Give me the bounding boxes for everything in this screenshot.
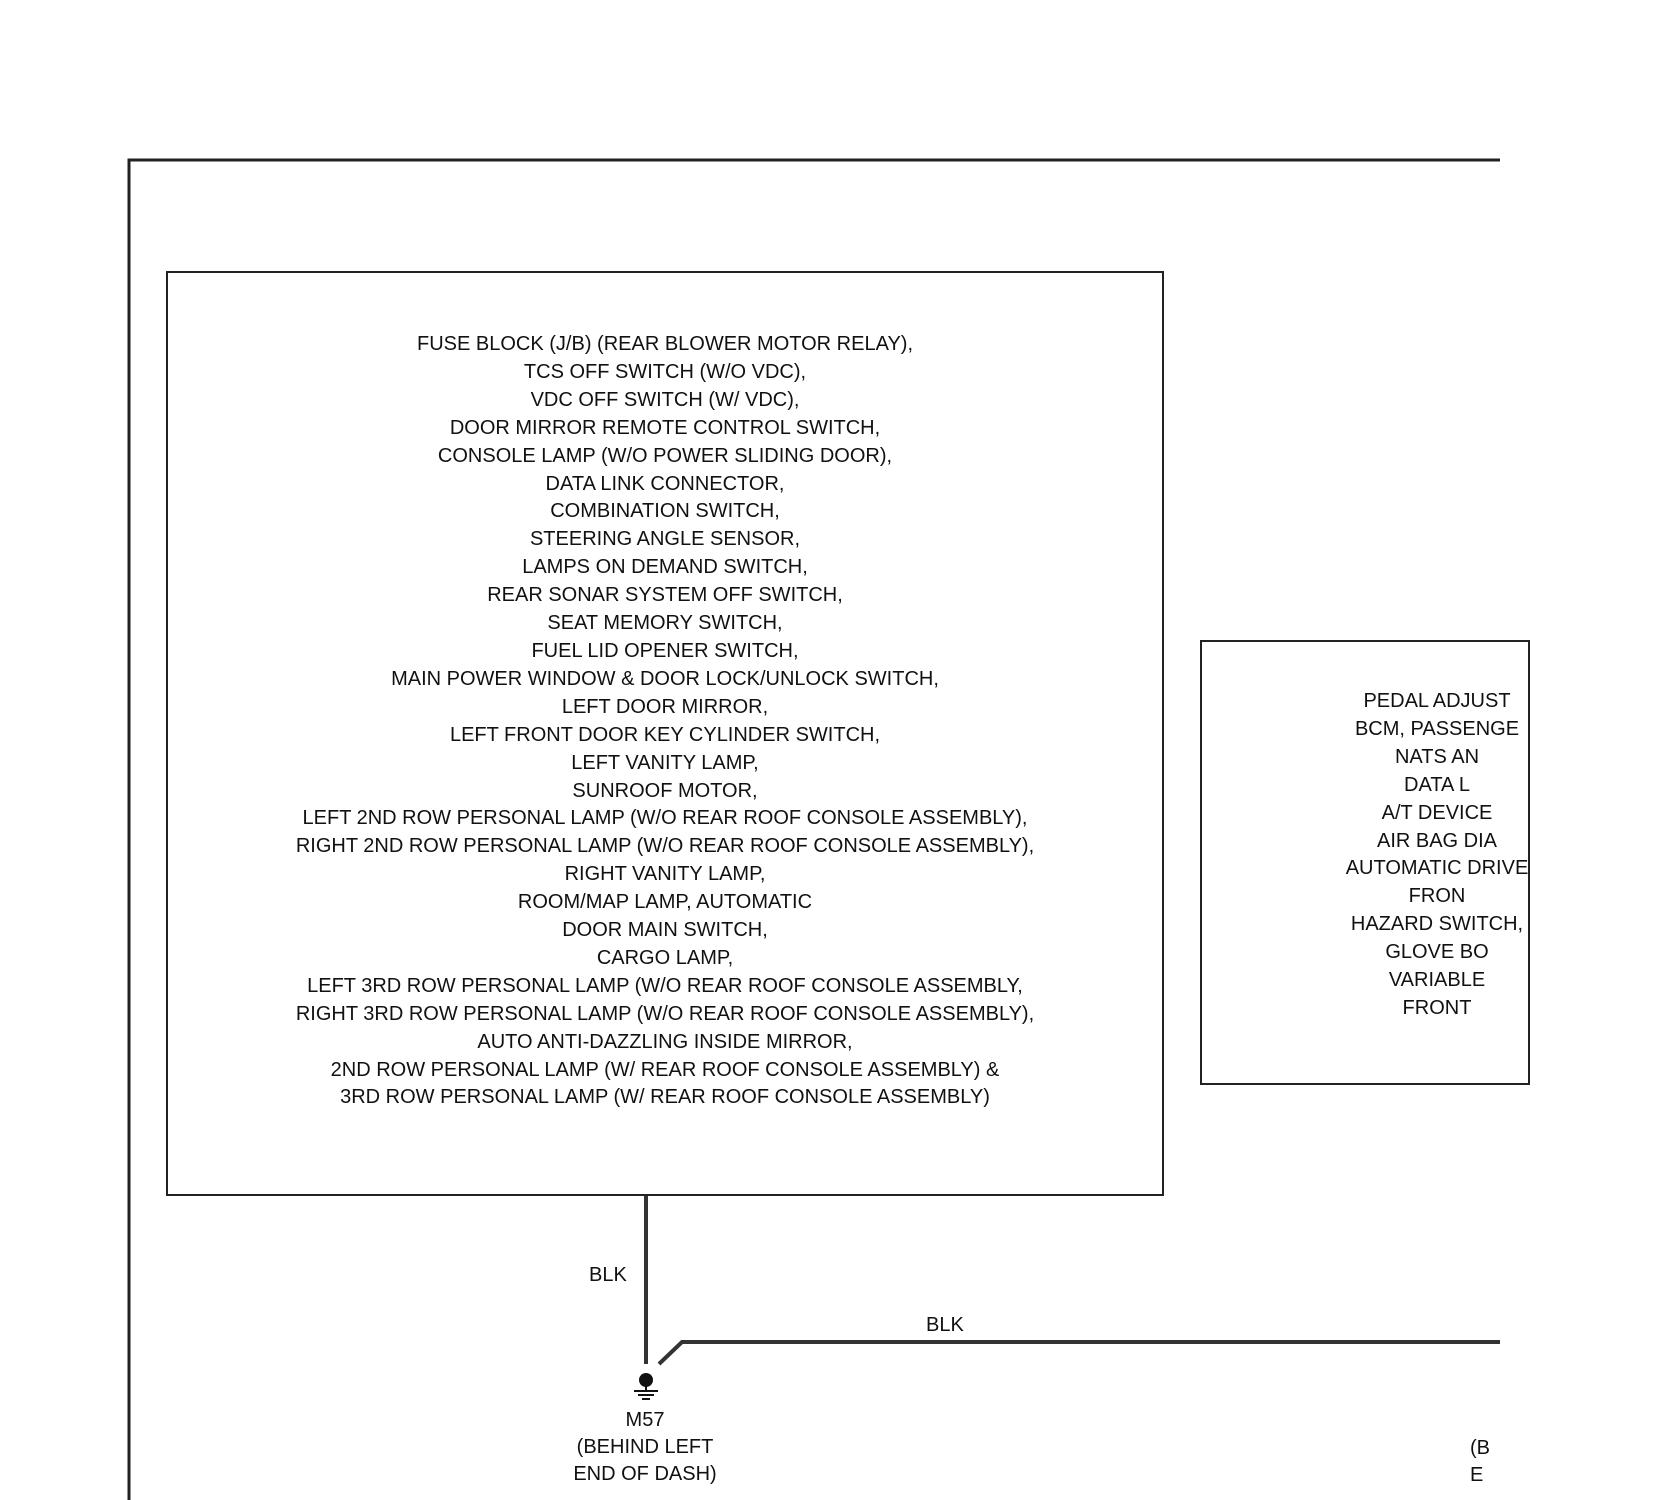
component-item: FUSE BLOCK (J/B) (REAR BLOWER MOTOR RELAY), <box>417 333 913 355</box>
ground-location-line2: E <box>1470 1464 1484 1486</box>
component-item: FRON <box>1408 885 1466 908</box>
component-item: NATS AN <box>1394 745 1480 768</box>
ground-location-line1: (BEHIND LEFT <box>576 1436 714 1458</box>
component-item: LEFT 3RD ROW PERSONAL LAMP (W/O REAR ROOF CONSOLE ASSEMBLY, <box>307 974 1023 997</box>
component-item: DATA LINK CONNECTOR, <box>545 472 785 495</box>
component-item: AIR BAG DIA <box>1376 829 1498 852</box>
component-item: RIGHT 3RD ROW PERSONAL LAMP (W/O REAR ROOF CONSOLE ASSEMBLY), <box>295 1002 1035 1025</box>
component-item: CARGO LAMP, <box>596 946 734 969</box>
component-item: SEAT MEMORY SWITCH, <box>547 612 783 635</box>
component-item: AUTOMATIC DRIVE <box>1345 857 1529 880</box>
component-item: DATA L <box>1404 773 1470 796</box>
component-item: DOOR MAIN SWITCH, <box>562 919 768 942</box>
component-item: LEFT DOOR MIRROR, <box>561 695 769 718</box>
ground-id: M57 <box>625 1409 665 1431</box>
component-item: CONSOLE LAMP (W/O POWER SLIDING DOOR), <box>437 444 893 467</box>
component-item: SUNROOF MOTOR, <box>572 779 758 802</box>
component-item: RIGHT 2ND ROW PERSONAL LAMP (W/O REAR ROOF CONSOLE ASSEMBLY), <box>295 835 1035 858</box>
component-item: LEFT 2ND ROW PERSONAL LAMP (W/O REAR ROOF CONSOLE ASSEMBLY), <box>302 807 1028 830</box>
ground-location-line2: END OF DASH) <box>573 1463 717 1485</box>
component-item: LEFT VANITY LAMP, <box>571 751 759 774</box>
component-list-left <box>168 331 1162 1112</box>
ground-location-line1: (B <box>1470 1437 1490 1459</box>
component-item: TCS OFF SWITCH (W/O VDC), <box>523 360 807 383</box>
ground-symbol <box>634 1373 658 1399</box>
component-item: STEERING ANGLE SENSOR, <box>529 528 801 551</box>
ground-splice-dot <box>639 1373 653 1387</box>
component-box-right <box>1200 640 1530 1085</box>
component-item: MAIN POWER WINDOW & DOOR LOCK/UNLOCK SWITCH, <box>391 667 939 690</box>
component-list-right <box>1202 688 1672 1023</box>
component-item: LEFT FRONT DOOR KEY CYLINDER SWITCH, <box>449 723 881 746</box>
component-item: BCM, PASSENGE <box>1354 717 1520 740</box>
ground-point-m57-label <box>545 1407 745 1488</box>
component-item: AUTO ANTI-DAZZLING INSIDE MIRROR, <box>477 1030 853 1053</box>
component-item: VARIABLE <box>1388 969 1486 992</box>
component-item: VDC OFF SWITCH (W/ VDC), <box>530 388 800 411</box>
component-box-left <box>166 271 1164 1196</box>
component-item: ROOM/MAP LAMP, AUTOMATIC <box>517 891 813 914</box>
component-item: PEDAL ADJUST <box>1363 690 1511 712</box>
component-item: COMBINATION SWITCH, <box>550 500 780 523</box>
component-item: GLOVE BO <box>1385 941 1489 964</box>
component-item: 2ND ROW PERSONAL LAMP (W/ REAR ROOF CONSOLE ASSEMBLY) & <box>330 1058 1000 1081</box>
component-item: REAR SONAR SYSTEM OFF SWITCH, <box>487 584 843 607</box>
component-item: LAMPS ON DEMAND SWITCH, <box>522 556 808 579</box>
component-item: HAZARD SWITCH, <box>1350 913 1524 936</box>
component-item: FUEL LID OPENER SWITCH, <box>531 639 799 662</box>
wire-color-label-horizontal: BLK <box>926 1314 964 1336</box>
component-item: RIGHT VANITY LAMP, <box>564 863 766 886</box>
component-item: A/T DEVICE <box>1381 801 1493 824</box>
component-item: FRONT <box>1402 996 1472 1019</box>
ground-point-right-label <box>1470 1435 1530 1489</box>
wire-color-label-vertical: BLK <box>589 1264 627 1286</box>
component-item: DOOR MIRROR REMOTE CONTROL SWITCH, <box>449 416 881 439</box>
blk-wire-horizontal <box>659 1342 1500 1364</box>
component-item: 3RD ROW PERSONAL LAMP (W/ REAR ROOF CONSOLE ASSEMBLY) <box>340 1086 990 1109</box>
